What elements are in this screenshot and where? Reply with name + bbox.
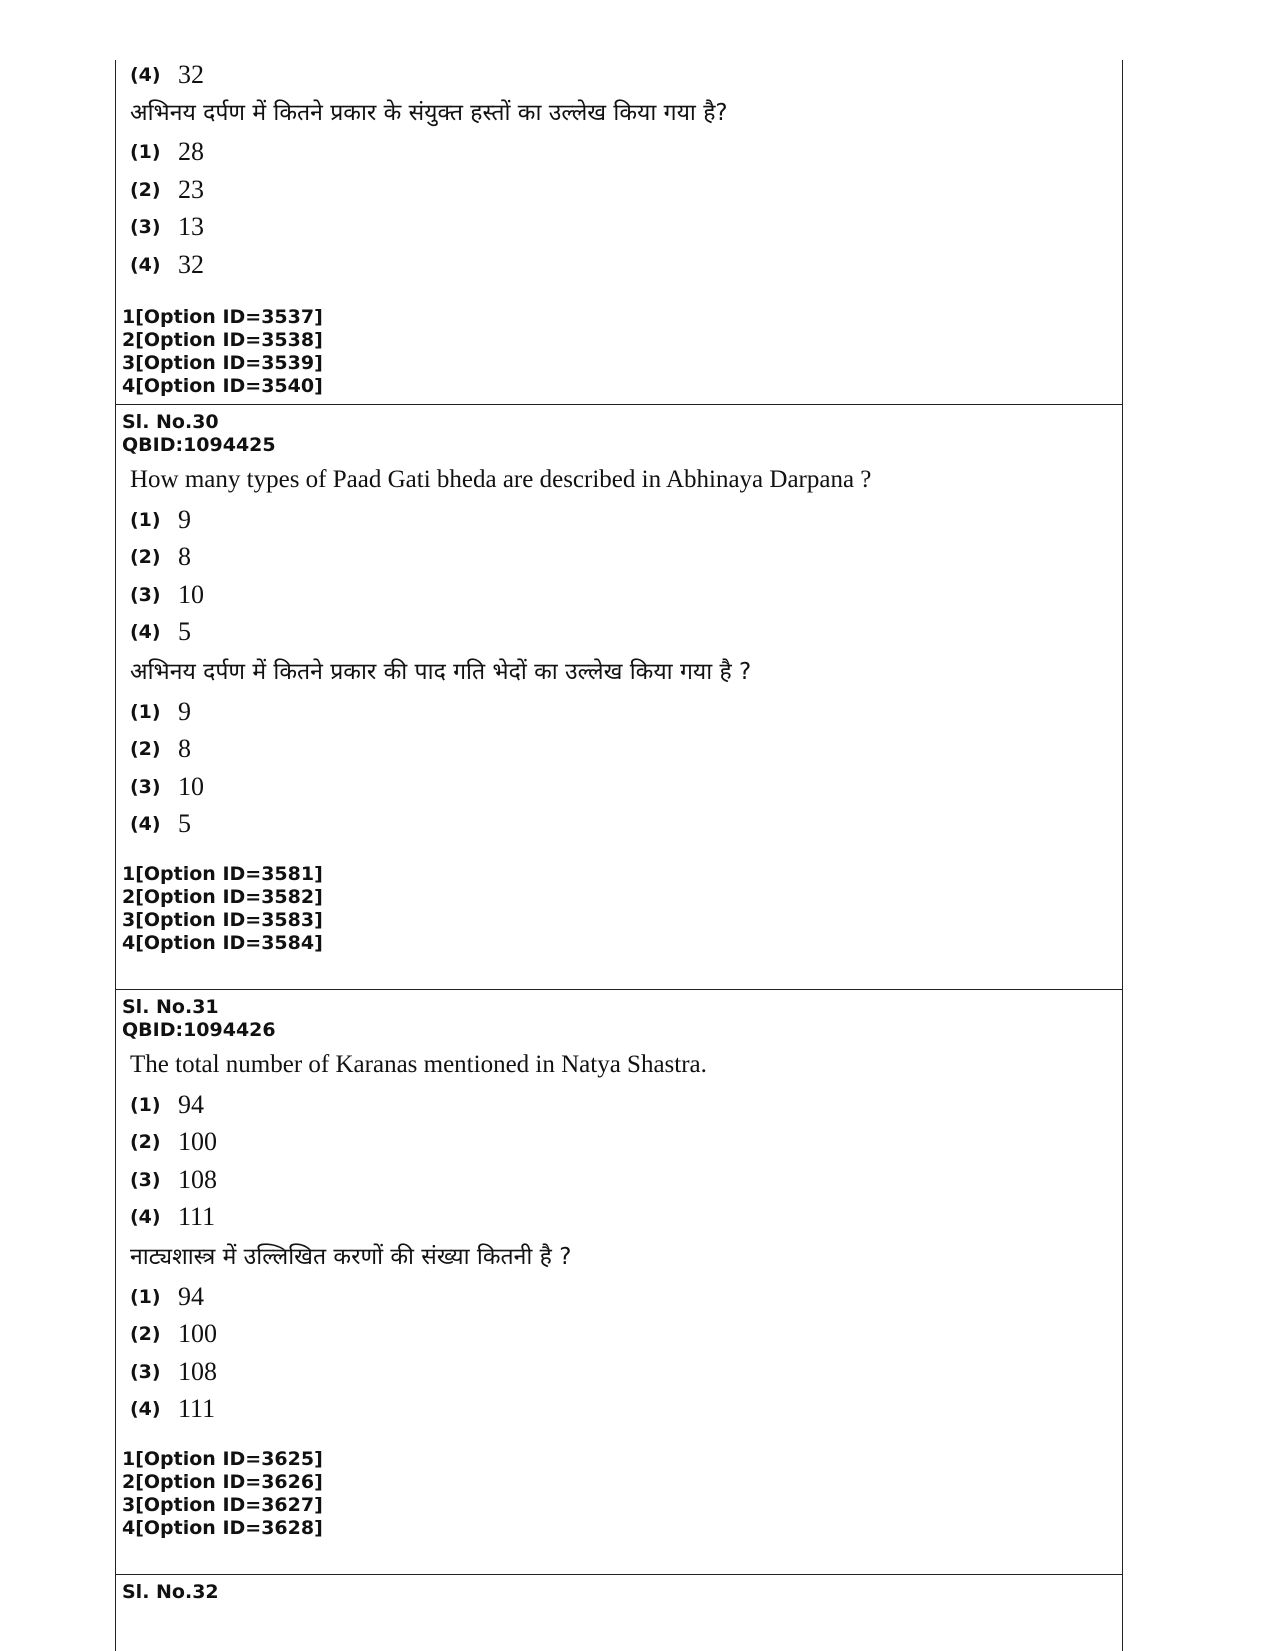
english-options-list (116, 501, 1122, 651)
option-number: (4) (130, 621, 161, 644)
option-row (116, 693, 1122, 731)
option-id-list (116, 863, 1122, 955)
option-row (116, 1124, 1122, 1162)
option-number: (4) (130, 63, 161, 86)
question-29-continuation (116, 60, 1122, 398)
option-value: 9 (178, 696, 191, 726)
option-row (116, 768, 1122, 806)
option-number: (1) (130, 1285, 161, 1308)
option-id: 4[Option ID=3628] (122, 1517, 323, 1539)
option-value: 23 (178, 174, 204, 204)
option-row (116, 576, 1122, 614)
option-number: (3) (130, 775, 161, 798)
option-row (116, 731, 1122, 769)
option-number: (2) (130, 178, 161, 201)
question-30-block (116, 404, 1122, 955)
hindi-options-list (116, 1278, 1122, 1428)
option-row (116, 1391, 1122, 1429)
option-id: 4[Option ID=3540] (122, 374, 323, 397)
option-number: (3) (130, 583, 161, 606)
question-32-block (116, 1574, 1122, 1604)
option-row (116, 614, 1122, 652)
option-row (116, 1086, 1122, 1124)
option-number: (1) (130, 141, 161, 164)
option-row (116, 171, 1122, 209)
option-value: 8 (178, 734, 191, 764)
serial-number: Sl. No.30 (122, 411, 219, 433)
option-row (116, 1316, 1122, 1354)
option-value: 10 (178, 579, 204, 609)
option-id: 4[Option ID=3584] (122, 932, 323, 954)
option-value: 5 (178, 809, 191, 839)
english-question-text: How many types of Paad Gati bheda are described in Abhinaya Darpana ? (130, 466, 872, 493)
option-row (116, 501, 1122, 539)
english-options-list (116, 1086, 1122, 1236)
english-question-text: The total number of Karanas mentioned in Natya Shastra. (130, 1051, 707, 1078)
option-number: (3) (130, 1360, 161, 1383)
option-value: 100 (178, 1319, 217, 1349)
option-number: (4) (130, 1206, 161, 1229)
serial-number: Sl. No.31 (122, 996, 219, 1018)
option-value: 8 (178, 542, 191, 572)
option-row (116, 1278, 1122, 1316)
serial-number: Sl. No.32 (122, 1581, 219, 1603)
option-number: (2) (130, 1323, 161, 1346)
option-row (116, 1353, 1122, 1391)
option-value: 10 (178, 771, 204, 801)
option-id: 1[Option ID=3581] (122, 863, 323, 885)
question-paper-frame (115, 60, 1123, 1651)
hindi-question-text: अभिनय दर्पण में कितने प्रकार की पाद गति भेदों का उल्लेख किया गया है ? (130, 659, 752, 685)
option-value: 111 (178, 1394, 216, 1424)
option-row (116, 246, 1122, 284)
option-id: 1[Option ID=3625] (122, 1448, 323, 1470)
option-value: 111 (178, 1202, 216, 1232)
option-value: 28 (178, 137, 204, 167)
option-value: 94 (178, 1281, 204, 1311)
hindi-question-text: नाट्यशास्त्र में उल्लिखित करणों की संख्या कितनी है ? (130, 1244, 572, 1270)
option-number: (3) (130, 1168, 161, 1191)
option-number: (1) (130, 508, 161, 531)
option-value: 108 (178, 1356, 217, 1386)
option-row (116, 806, 1122, 844)
option-number: (4) (130, 1398, 161, 1421)
option-id: 2[Option ID=3582] (122, 886, 323, 908)
option-value: 5 (178, 617, 191, 647)
option-id: 3[Option ID=3583] (122, 909, 323, 931)
hindi-options-list (116, 134, 1122, 284)
option-row (116, 539, 1122, 577)
option-number: (2) (130, 546, 161, 569)
qbid: QBID:1094426 (122, 1019, 276, 1041)
hindi-options-list (116, 693, 1122, 843)
option-row (116, 209, 1122, 247)
option-id: 2[Option ID=3626] (122, 1471, 323, 1493)
option-value: 13 (178, 212, 204, 242)
option-row (116, 1199, 1122, 1237)
option-row (116, 134, 1122, 172)
qbid: QBID:1094425 (122, 434, 276, 456)
option-value: 9 (178, 504, 191, 534)
option-id-list (116, 1448, 1122, 1540)
option-id: 2[Option ID=3538] (122, 328, 323, 351)
option-value: 32 (178, 59, 204, 89)
option-row (116, 1161, 1122, 1199)
option-value: 32 (178, 249, 204, 279)
option-value: 100 (178, 1127, 217, 1157)
option-number: (4) (130, 253, 161, 276)
option-id: 3[Option ID=3539] (122, 351, 323, 374)
option-number: (1) (130, 1093, 161, 1116)
option-value: 108 (178, 1164, 217, 1194)
option-row (116, 56, 1122, 94)
question-31-block (116, 989, 1122, 1540)
option-id: 3[Option ID=3627] (122, 1494, 323, 1516)
option-value: 94 (178, 1089, 204, 1119)
option-number: (4) (130, 813, 161, 836)
option-number: (2) (130, 1131, 161, 1154)
option-number: (1) (130, 700, 161, 723)
option-id-list (116, 306, 1122, 398)
option-id: 1[Option ID=3537] (122, 305, 323, 328)
option-number: (2) (130, 738, 161, 761)
hindi-question-text: अभिनय दर्पण में कितने प्रकार के संयुक्त हस्तों का उल्लेख किया गया है? (130, 99, 728, 126)
option-number: (3) (130, 216, 161, 239)
